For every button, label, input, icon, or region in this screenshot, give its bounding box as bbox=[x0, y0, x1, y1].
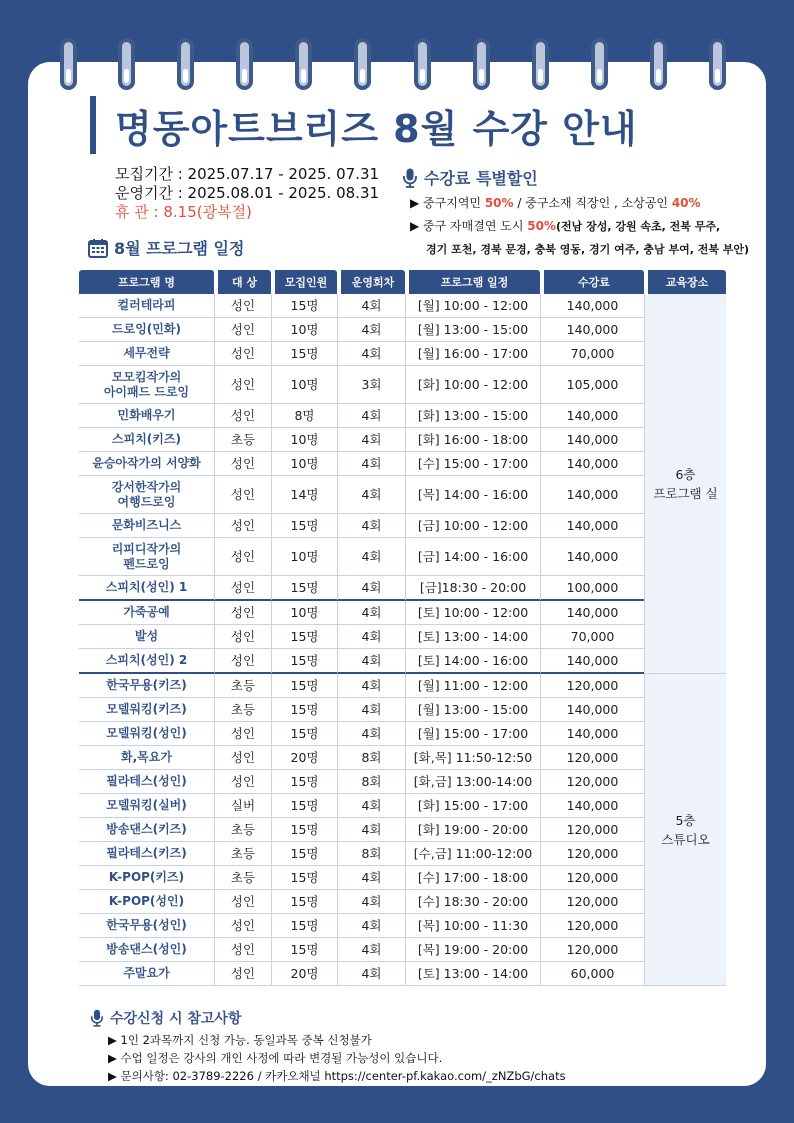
discount-rate-worker: 40% bbox=[671, 196, 701, 210]
notes-list bbox=[108, 1031, 566, 1085]
table-row bbox=[79, 866, 726, 890]
capacity-cell: 15명 bbox=[271, 625, 337, 649]
table-row bbox=[79, 294, 726, 318]
sessions-cell: 4회 bbox=[337, 538, 405, 576]
location-5f: 5층 스튜디오 bbox=[644, 674, 726, 986]
sessions-cell: 4회 bbox=[337, 962, 405, 986]
program-name-cell: 필라테스(성인) bbox=[79, 770, 214, 794]
schedule-time-cell: [화,목] 11:50-12:50 bbox=[405, 746, 540, 770]
program-name-cell: 주말요가 bbox=[79, 962, 214, 986]
sessions-cell: 4회 bbox=[337, 649, 405, 674]
schedule-time-cell: [월] 10:00 - 12:00 bbox=[405, 294, 540, 318]
fee-cell: 140,000 bbox=[540, 649, 644, 674]
target-cell: 성인 bbox=[214, 746, 271, 770]
table-row bbox=[79, 938, 726, 962]
target-cell: 성인 bbox=[214, 962, 271, 986]
operate-period: 운영기간 : 2025.08.01 - 2025. 08.31 bbox=[115, 184, 380, 202]
program-name-cell: 한국무용(성인) bbox=[79, 914, 214, 938]
fee-cell: 120,000 bbox=[540, 770, 644, 794]
schedule-time-cell: [토] 13:00 - 14:00 bbox=[405, 625, 540, 649]
schedule-time-cell: [화] 16:00 - 18:00 bbox=[405, 428, 540, 452]
schedule-heading bbox=[88, 236, 244, 259]
capacity-cell: 10명 bbox=[271, 318, 337, 342]
table-row bbox=[79, 428, 726, 452]
target-cell: 초등 bbox=[214, 674, 271, 698]
target-cell: 성인 bbox=[214, 649, 271, 674]
table-row bbox=[79, 514, 726, 538]
program-table bbox=[79, 270, 726, 986]
capacity-cell: 15명 bbox=[271, 674, 337, 698]
sessions-cell: 4회 bbox=[337, 404, 405, 428]
schedule-time-cell: [수] 15:00 - 17:00 bbox=[405, 452, 540, 476]
schedule-time-cell: [화] 13:00 - 15:00 bbox=[405, 404, 540, 428]
target-cell: 초등 bbox=[214, 818, 271, 842]
program-name-cell: 리피디작가의 펜드로잉 bbox=[79, 538, 214, 576]
capacity-cell: 15명 bbox=[271, 649, 337, 674]
program-name-cell: 모델워킹(성인) bbox=[79, 722, 214, 746]
fee-cell: 140,000 bbox=[540, 538, 644, 576]
table-row bbox=[79, 538, 726, 576]
schedule-time-cell: [화] 10:00 - 12:00 bbox=[405, 366, 540, 404]
table-row bbox=[79, 746, 726, 770]
fee-cell: 120,000 bbox=[540, 746, 644, 770]
sessions-cell: 8회 bbox=[337, 746, 405, 770]
schedule-time-cell: [수] 18:30 - 20:00 bbox=[405, 890, 540, 914]
table-row bbox=[79, 818, 726, 842]
discount-line-3 bbox=[410, 238, 749, 261]
binding-ring bbox=[473, 38, 490, 90]
table-row bbox=[79, 770, 726, 794]
notes-heading-label: 수강신청 시 참고사항 bbox=[110, 1011, 242, 1027]
capacity-cell: 15명 bbox=[271, 770, 337, 794]
fee-cell: 140,000 bbox=[540, 722, 644, 746]
target-cell: 성인 bbox=[214, 576, 271, 601]
sessions-cell: 4회 bbox=[337, 452, 405, 476]
sessions-cell: 4회 bbox=[337, 890, 405, 914]
discount-rate-local: 50% bbox=[484, 196, 514, 210]
fee-cell: 140,000 bbox=[540, 318, 644, 342]
capacity-cell: 15명 bbox=[271, 842, 337, 866]
fee-cell: 140,000 bbox=[540, 428, 644, 452]
sessions-cell: 8회 bbox=[337, 770, 405, 794]
capacity-cell: 8명 bbox=[271, 404, 337, 428]
capacity-cell: 10명 bbox=[271, 601, 337, 625]
schedule-time-cell: [월] 15:00 - 17:00 bbox=[405, 722, 540, 746]
target-cell: 성인 bbox=[214, 452, 271, 476]
table-row bbox=[79, 674, 726, 698]
schedule-time-cell: [토] 14:00 - 16:00 bbox=[405, 649, 540, 674]
target-cell: 성인 bbox=[214, 601, 271, 625]
schedule-time-cell: [화,금] 13:00-14:00 bbox=[405, 770, 540, 794]
fee-cell: 120,000 bbox=[540, 818, 644, 842]
capacity-cell: 20명 bbox=[271, 746, 337, 770]
table-row bbox=[79, 476, 726, 514]
table-row bbox=[79, 794, 726, 818]
program-name-cell: 가죽공예 bbox=[79, 601, 214, 625]
header-program-name: 프로그램 명 bbox=[79, 270, 214, 294]
sessions-cell: 4회 bbox=[337, 476, 405, 514]
table-row bbox=[79, 962, 726, 986]
schedule-time-cell: [수,금] 11:00-12:00 bbox=[405, 842, 540, 866]
schedule-time-cell: [목] 14:00 - 16:00 bbox=[405, 476, 540, 514]
header-schedule: 프로그램 일정 bbox=[405, 270, 540, 294]
program-name-cell: 모델워킹(실버) bbox=[79, 794, 214, 818]
capacity-cell: 14명 bbox=[271, 476, 337, 514]
note-item: ▶ 1인 2과목까지 신청 가능. 동일과목 중복 신청불가 bbox=[108, 1033, 372, 1047]
recruit-period: 모집기간 : 2025.07.17 - 2025. 07.31 bbox=[115, 165, 380, 183]
discount-line2-prefix: ▶ 중구 자매결연 도시 bbox=[410, 219, 528, 233]
sessions-cell: 4회 bbox=[337, 866, 405, 890]
program-name-cell: 한국무용(키즈) bbox=[79, 674, 214, 698]
notes-heading bbox=[90, 1008, 241, 1028]
schedule-time-cell: [월] 11:00 - 12:00 bbox=[405, 674, 540, 698]
program-name-cell: 세무전략 bbox=[79, 342, 214, 366]
binding-ring bbox=[591, 38, 608, 90]
program-name-cell: 발성 bbox=[79, 625, 214, 649]
capacity-cell: 15명 bbox=[271, 698, 337, 722]
program-name-cell: 스피치(성인) 2 bbox=[79, 649, 214, 674]
fee-cell: 120,000 bbox=[540, 914, 644, 938]
target-cell: 성인 bbox=[214, 476, 271, 514]
calendar-icon bbox=[88, 238, 108, 258]
target-cell: 초등 bbox=[214, 842, 271, 866]
fee-cell: 140,000 bbox=[540, 698, 644, 722]
program-name-cell: 스피치(성인) 1 bbox=[79, 576, 214, 601]
binding-ring bbox=[709, 38, 726, 90]
capacity-cell: 20명 bbox=[271, 962, 337, 986]
discount-heading bbox=[402, 166, 538, 189]
capacity-cell: 15명 bbox=[271, 342, 337, 366]
fee-cell: 70,000 bbox=[540, 342, 644, 366]
schedule-time-cell: [화] 15:00 - 17:00 bbox=[405, 794, 540, 818]
period-info bbox=[115, 165, 379, 222]
discount-rate-sister-city: 50% bbox=[527, 219, 556, 233]
discount-line-2 bbox=[410, 215, 749, 238]
table-row bbox=[79, 914, 726, 938]
program-name-cell: 컬러테라피 bbox=[79, 294, 214, 318]
sessions-cell: 4회 bbox=[337, 914, 405, 938]
sessions-cell: 8회 bbox=[337, 842, 405, 866]
closed-day: 휴 관 : 8.15(광복절) bbox=[115, 203, 252, 221]
discount-line1-mid: / 중구소재 직장인 , 소상공인 bbox=[513, 196, 672, 210]
capacity-cell: 10명 bbox=[271, 428, 337, 452]
fee-cell: 140,000 bbox=[540, 294, 644, 318]
schedule-time-cell: [수] 17:00 - 18:00 bbox=[405, 866, 540, 890]
binding-ring bbox=[650, 38, 667, 90]
capacity-cell: 15명 bbox=[271, 866, 337, 890]
discount-line-1 bbox=[410, 192, 749, 215]
sessions-cell: 4회 bbox=[337, 674, 405, 698]
fee-cell: 140,000 bbox=[540, 601, 644, 625]
capacity-cell: 15명 bbox=[271, 576, 337, 601]
program-name-cell: K-POP(성인) bbox=[79, 890, 214, 914]
target-cell: 성인 bbox=[214, 514, 271, 538]
target-cell: 성인 bbox=[214, 625, 271, 649]
fee-cell: 140,000 bbox=[540, 476, 644, 514]
binding-ring bbox=[177, 38, 194, 90]
schedule-time-cell: [금] 14:00 - 16:00 bbox=[405, 538, 540, 576]
fee-cell: 140,000 bbox=[540, 452, 644, 476]
fee-cell: 140,000 bbox=[540, 514, 644, 538]
sessions-cell: 4회 bbox=[337, 428, 405, 452]
table-row bbox=[79, 625, 726, 649]
fee-cell: 120,000 bbox=[540, 842, 644, 866]
fee-cell: 120,000 bbox=[540, 674, 644, 698]
table-row bbox=[79, 601, 726, 625]
sessions-cell: 4회 bbox=[337, 294, 405, 318]
table-row bbox=[79, 722, 726, 746]
capacity-cell: 15명 bbox=[271, 938, 337, 962]
target-cell: 성인 bbox=[214, 538, 271, 576]
note-item: ▶ 문의사항: 02-3789-2226 / 카카오채널 https://center-pf.kakao.com/_zNZbG/chats bbox=[108, 1069, 566, 1083]
target-cell: 성인 bbox=[214, 722, 271, 746]
schedule-time-cell: [금]18:30 - 20:00 bbox=[405, 576, 540, 601]
header-fee: 수강료 bbox=[540, 270, 644, 294]
table-row bbox=[79, 366, 726, 404]
capacity-cell: 10명 bbox=[271, 366, 337, 404]
sessions-cell: 4회 bbox=[337, 794, 405, 818]
target-cell: 초등 bbox=[214, 428, 271, 452]
sessions-cell: 4회 bbox=[337, 625, 405, 649]
target-cell: 성인 bbox=[214, 770, 271, 794]
program-name-cell: 민화배우기 bbox=[79, 404, 214, 428]
page-title: 명동아트브리즈 8월 수강 안내 bbox=[115, 107, 638, 151]
program-name-cell: 스피치(키즈) bbox=[79, 428, 214, 452]
target-cell: 성인 bbox=[214, 404, 271, 428]
fee-cell: 100,000 bbox=[540, 576, 644, 601]
title-accent-bar bbox=[90, 96, 96, 154]
fee-cell: 140,000 bbox=[540, 404, 644, 428]
target-cell: 성인 bbox=[214, 890, 271, 914]
schedule-time-cell: [목] 19:00 - 20:00 bbox=[405, 938, 540, 962]
sessions-cell: 4회 bbox=[337, 722, 405, 746]
table-row bbox=[79, 649, 726, 674]
sessions-cell: 4회 bbox=[337, 318, 405, 342]
fee-cell: 120,000 bbox=[540, 938, 644, 962]
fee-cell: 120,000 bbox=[540, 890, 644, 914]
program-name-cell: 강서한작가의 여행드로잉 bbox=[79, 476, 214, 514]
table-row bbox=[79, 842, 726, 866]
discount-line1-prefix: ▶ 중구지역민 bbox=[410, 196, 485, 210]
program-name-cell: K-POP(키즈) bbox=[79, 866, 214, 890]
header-target: 대 상 bbox=[214, 270, 271, 294]
note-item: ▶ 수업 일정은 강사의 개인 사정에 따라 변경될 가능성이 있습니다. bbox=[108, 1051, 443, 1065]
program-name-cell: 모모킴작가의 아이패드 드로잉 bbox=[79, 366, 214, 404]
capacity-cell: 15명 bbox=[271, 890, 337, 914]
table-row bbox=[79, 404, 726, 428]
target-cell: 초등 bbox=[214, 866, 271, 890]
binding-ring bbox=[236, 38, 253, 90]
fee-cell: 70,000 bbox=[540, 625, 644, 649]
discount-heading-label: 수강료 특별할인 bbox=[424, 169, 538, 188]
table-row bbox=[79, 576, 726, 601]
capacity-cell: 15명 bbox=[271, 722, 337, 746]
target-cell: 성인 bbox=[214, 318, 271, 342]
binding-ring bbox=[414, 38, 431, 90]
schedule-time-cell: [월] 13:00 - 15:00 bbox=[405, 698, 540, 722]
schedule-time-cell: [토] 10:00 - 12:00 bbox=[405, 601, 540, 625]
capacity-cell: 10명 bbox=[271, 538, 337, 576]
table-row bbox=[79, 342, 726, 366]
table-row bbox=[79, 698, 726, 722]
sister-cities-part2: 경기 포천, 경북 문경, 충북 영동, 경기 여주, 충남 부여, 전북 부안) bbox=[426, 243, 750, 256]
target-cell: 성인 bbox=[214, 342, 271, 366]
header-capacity: 모집인원 bbox=[271, 270, 337, 294]
program-name-cell: 윤승아작가의 서양화 bbox=[79, 452, 214, 476]
capacity-cell: 15명 bbox=[271, 294, 337, 318]
table-row bbox=[79, 452, 726, 476]
target-cell: 실버 bbox=[214, 794, 271, 818]
fee-cell: 140,000 bbox=[540, 794, 644, 818]
fee-cell: 60,000 bbox=[540, 962, 644, 986]
capacity-cell: 15명 bbox=[271, 818, 337, 842]
program-name-cell: 방송댄스(키즈) bbox=[79, 818, 214, 842]
program-name-cell: 방송댄스(성인) bbox=[79, 938, 214, 962]
schedule-time-cell: [화] 19:00 - 20:00 bbox=[405, 818, 540, 842]
sessions-cell: 4회 bbox=[337, 938, 405, 962]
sessions-cell: 3회 bbox=[337, 366, 405, 404]
header-location: 교육장소 bbox=[644, 270, 726, 294]
program-name-cell: 문화비즈니스 bbox=[79, 514, 214, 538]
table-header-row bbox=[79, 270, 726, 294]
target-cell: 성인 bbox=[214, 914, 271, 938]
sessions-cell: 4회 bbox=[337, 576, 405, 601]
microphone-icon bbox=[402, 168, 418, 188]
binding-ring bbox=[295, 38, 312, 90]
header-sessions: 운영회차 bbox=[337, 270, 405, 294]
capacity-cell: 15명 bbox=[271, 914, 337, 938]
capacity-cell: 10명 bbox=[271, 452, 337, 476]
sister-cities-part1: (전남 장성, 강원 속초, 전북 무주, bbox=[555, 220, 721, 233]
schedule-time-cell: [월] 16:00 - 17:00 bbox=[405, 342, 540, 366]
binding-ring bbox=[60, 38, 77, 90]
binding-ring bbox=[532, 38, 549, 90]
table-row bbox=[79, 318, 726, 342]
table-row bbox=[79, 890, 726, 914]
sessions-cell: 4회 bbox=[337, 818, 405, 842]
target-cell: 초등 bbox=[214, 698, 271, 722]
sessions-cell: 4회 bbox=[337, 601, 405, 625]
schedule-time-cell: [금] 10:00 - 12:00 bbox=[405, 514, 540, 538]
schedule-time-cell: [토] 13:00 - 14:00 bbox=[405, 962, 540, 986]
target-cell: 성인 bbox=[214, 366, 271, 404]
location-6f: 6층 프로그램 실 bbox=[644, 294, 726, 674]
fee-cell: 120,000 bbox=[540, 866, 644, 890]
sessions-cell: 4회 bbox=[337, 342, 405, 366]
capacity-cell: 15명 bbox=[271, 514, 337, 538]
binding-ring bbox=[118, 38, 135, 90]
program-name-cell: 필라테스(키즈) bbox=[79, 842, 214, 866]
fee-cell: 105,000 bbox=[540, 366, 644, 404]
target-cell: 성인 bbox=[214, 294, 271, 318]
schedule-time-cell: [월] 13:00 - 15:00 bbox=[405, 318, 540, 342]
binding-ring bbox=[354, 38, 371, 90]
program-name-cell: 모델워킹(키즈) bbox=[79, 698, 214, 722]
target-cell: 성인 bbox=[214, 938, 271, 962]
discount-details bbox=[410, 192, 749, 261]
schedule-heading-label: 8월 프로그램 일정 bbox=[114, 239, 245, 258]
program-name-cell: 드로잉(민화) bbox=[79, 318, 214, 342]
program-name-cell: 화,목요가 bbox=[79, 746, 214, 770]
sessions-cell: 4회 bbox=[337, 514, 405, 538]
schedule-time-cell: [목] 10:00 - 11:30 bbox=[405, 914, 540, 938]
capacity-cell: 15명 bbox=[271, 794, 337, 818]
sessions-cell: 4회 bbox=[337, 698, 405, 722]
microphone-icon bbox=[90, 1009, 104, 1027]
